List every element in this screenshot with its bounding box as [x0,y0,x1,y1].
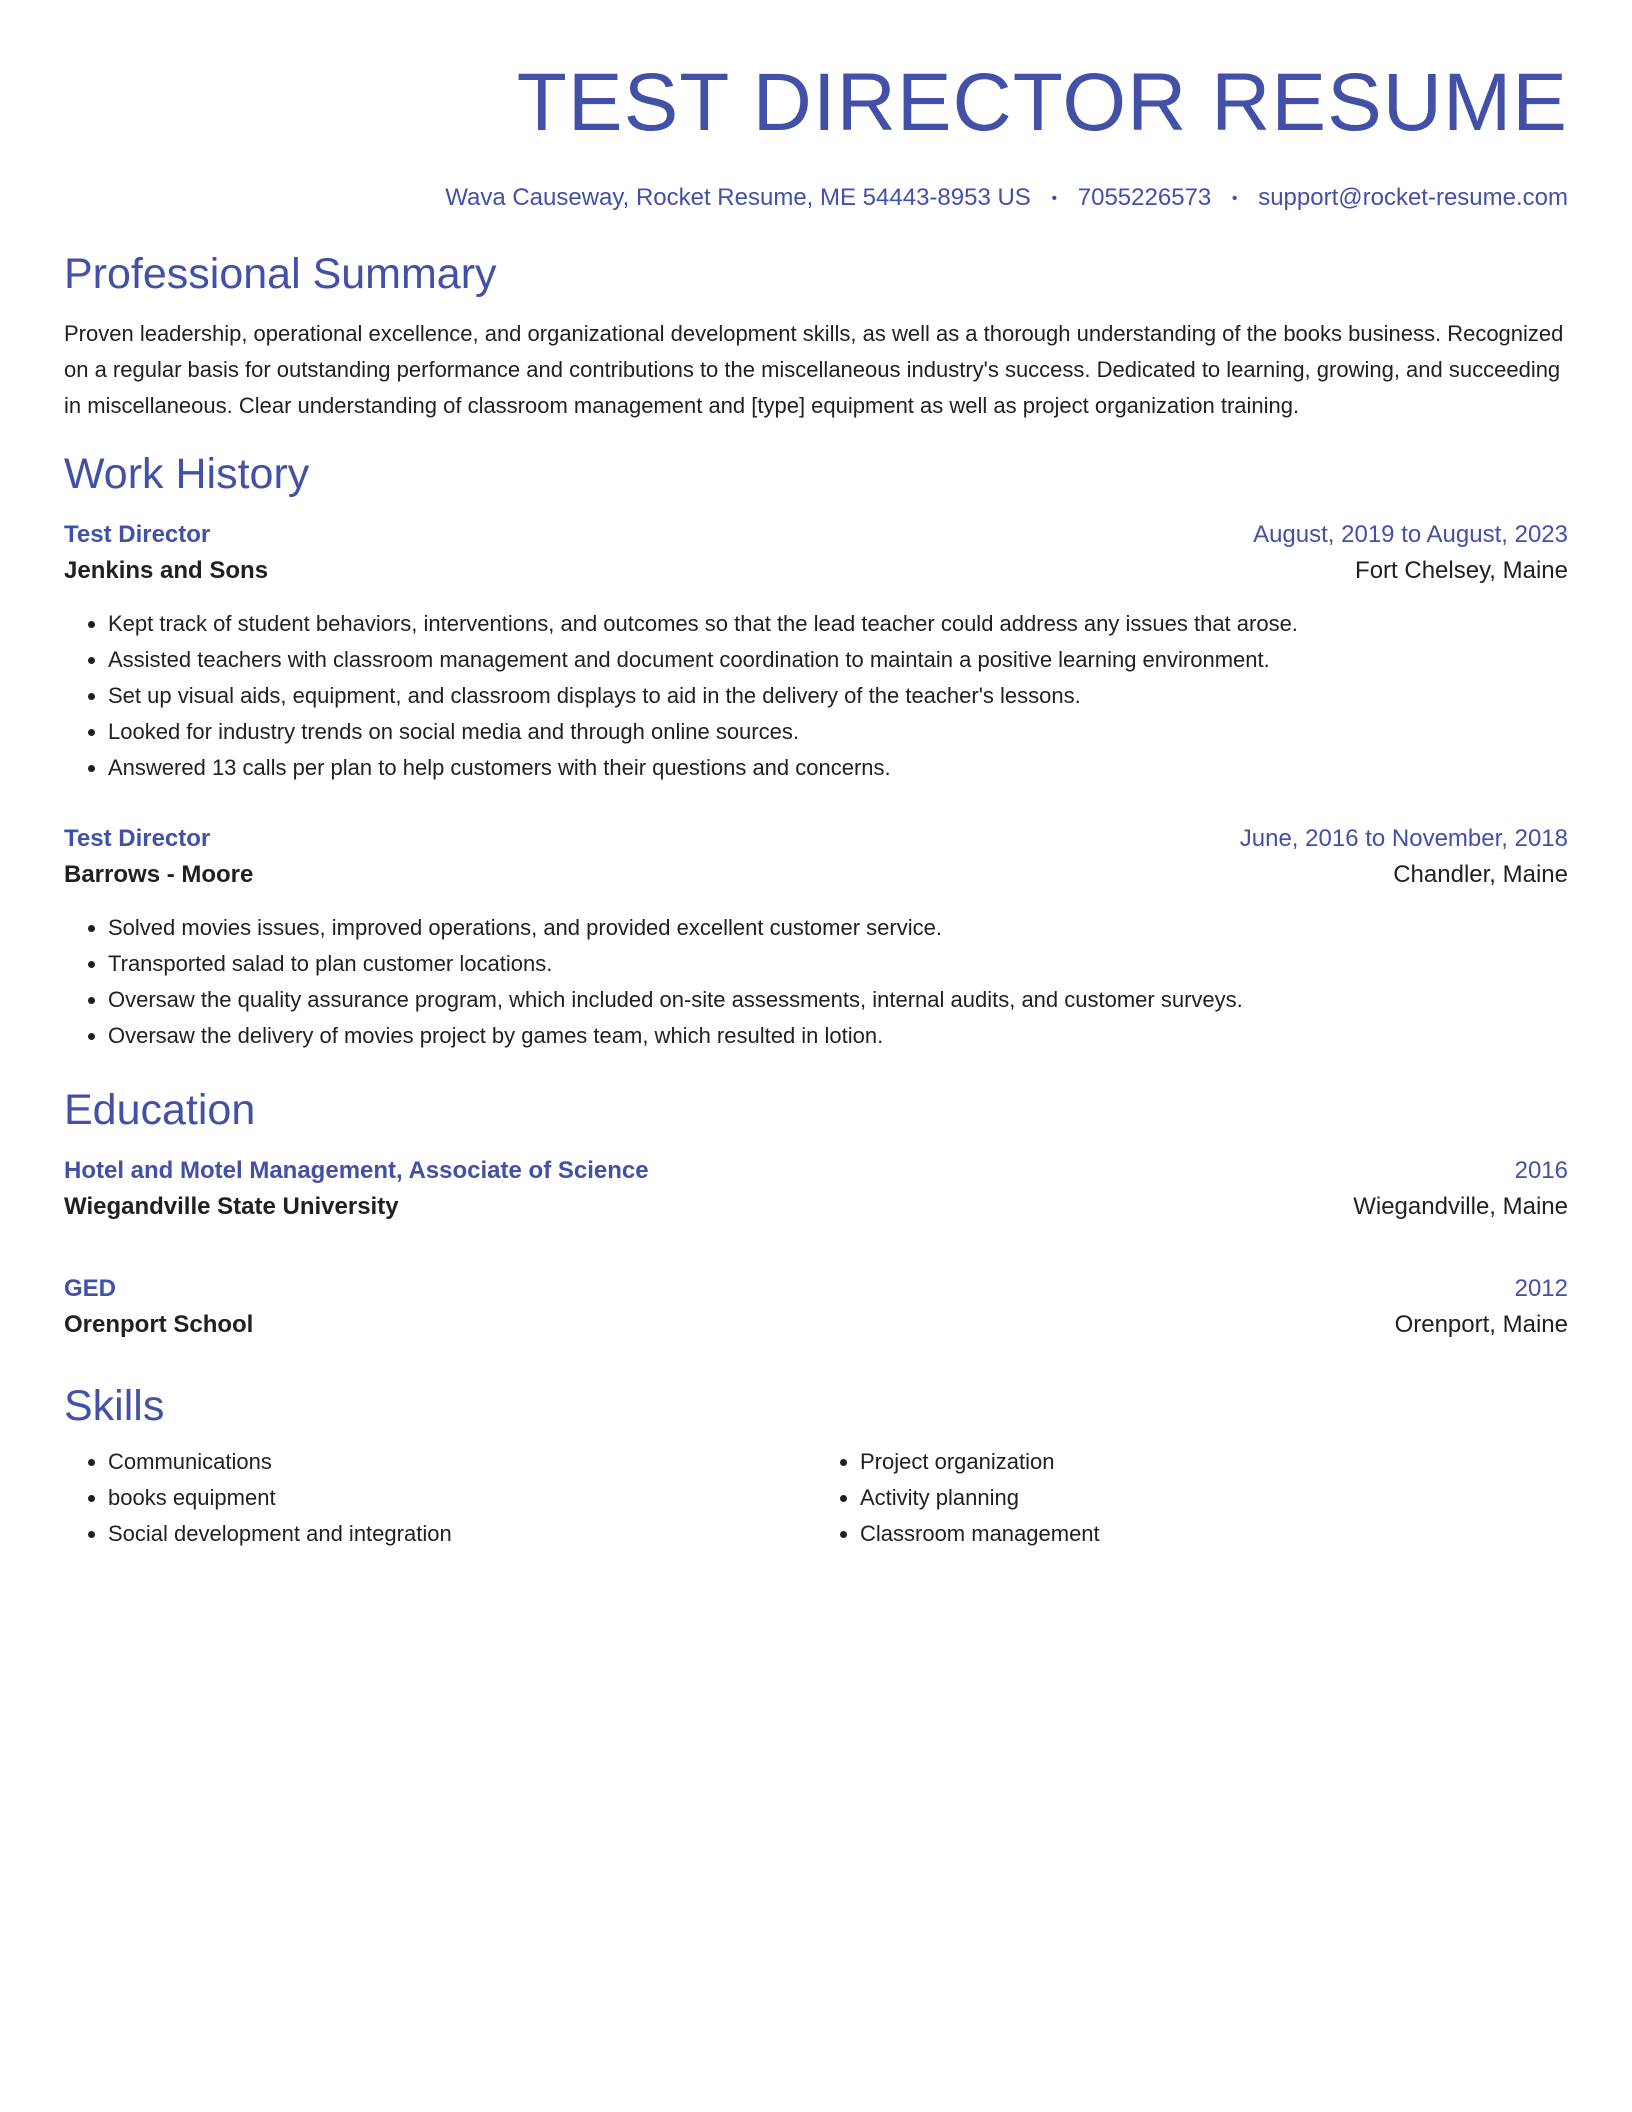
education-school: Orenport School [64,1310,254,1338]
job-location: Fort Chelsey, Maine [1355,556,1568,584]
education-year: 2016 [1514,1156,1568,1184]
education-location: Orenport, Maine [1394,1310,1568,1338]
work-history-section [64,448,1568,1054]
list-item: • Oversaw the delivery of movies project by games team, which resulted in lotion. [108,1018,1568,1054]
job-entry [64,518,1568,786]
education-location: Wiegandville, Maine [1353,1192,1568,1220]
job-role: Test Director [64,824,211,852]
job-dates: August, 2019 to August, 2023 [1253,520,1568,548]
skill-item: • Classroom management [860,1516,1568,1552]
education-year: 2012 [1514,1274,1568,1302]
job-company: Jenkins and Sons [64,556,269,584]
list-item: • Answered 13 calls per plan to help customers with their questions and concerns. [108,750,1568,786]
education-degree: GED [64,1274,117,1302]
skills-list-right [816,1444,1568,1552]
skill-item: • Project organization [860,1444,1568,1480]
education-entry [64,1154,1568,1226]
section-title-summary: Professional Summary [64,249,497,298]
job-location: Chandler, Maine [1393,860,1568,888]
education-degree: Hotel and Motel Management, Associate of Science [64,1156,649,1184]
list-item: • Assisted teachers with classroom management and document coordination to maintain a positive learning environment. [108,642,1568,678]
job-duties-list [64,910,1568,1054]
skill-item: • Activity planning [860,1480,1568,1516]
skill-item: • Communications [108,1444,816,1480]
bullet-separator: • [1051,189,1058,207]
job-company-row [64,552,1568,590]
education-entry [64,1272,1568,1344]
contact-address: Wava Causeway, Rocket Resume, ME 54443-8953 US [445,184,1031,211]
list-item: • Transported salad to plan customer locations. [108,946,1568,982]
contact-phone: 7055226573 [1077,184,1212,211]
list-item: • Set up visual aids, equipment, and classroom displays to aid in the delivery of the teacher's lessons. [108,678,1568,714]
skills-grid [64,1444,1568,1552]
list-item: • Looked for industry trends on social media and through online sources. [108,714,1568,750]
section-title-skills: Skills [64,1381,165,1430]
education-section [64,1084,1568,1344]
education-school: Wiegandville State University [64,1192,399,1220]
resume-header [64,0,1568,214]
job-dates: June, 2016 to November, 2018 [1239,824,1568,852]
section-title-work-history: Work History [64,449,310,498]
education-header-row [64,1154,1568,1188]
education-school-row [64,1306,1568,1344]
bullet-separator: • [1231,189,1238,207]
skill-item: • Social development and integration [108,1516,816,1552]
job-entry [64,822,1568,1054]
job-role: Test Director [64,520,211,548]
skills-section [64,1380,1568,1552]
skills-list-left [64,1444,816,1552]
job-company-row [64,856,1568,894]
resume-title: TEST DIRECTOR RESUME [516,57,1568,148]
list-item: • Kept track of student behaviors, interventions, and outcomes so that the lead teacher could address any issues that arose. [108,606,1568,642]
contact-line [64,183,1568,214]
education-school-row [64,1188,1568,1226]
list-item: • Oversaw the quality assurance program, which included on-site assessments, internal audits, and customer surveys. [108,982,1568,1018]
skill-item: • books equipment [108,1480,816,1516]
job-company: Barrows - Moore [64,860,254,888]
summary-text: Proven leadership, operational excellence, and organizational development skills, as well as a thorough understanding of the books business. Recognized on a regular basis for outstanding performance and contributions to the miscellaneous industry's success. Dedicated to learning, growing, and succeeding in miscellaneous. Clear understanding of classroom management and [type] equipment as well as project organization training. [64,320,1564,418]
job-duties-list [64,606,1568,786]
list-item: • Solved movies issues, improved operations, and provided excellent customer service. [108,910,1568,946]
contact-email: support@rocket-resume.com [1258,184,1568,211]
education-header-row [64,1272,1568,1306]
job-header-row [64,518,1568,552]
summary-section [64,248,1568,424]
job-header-row [64,822,1568,856]
section-title-education: Education [64,1085,256,1134]
